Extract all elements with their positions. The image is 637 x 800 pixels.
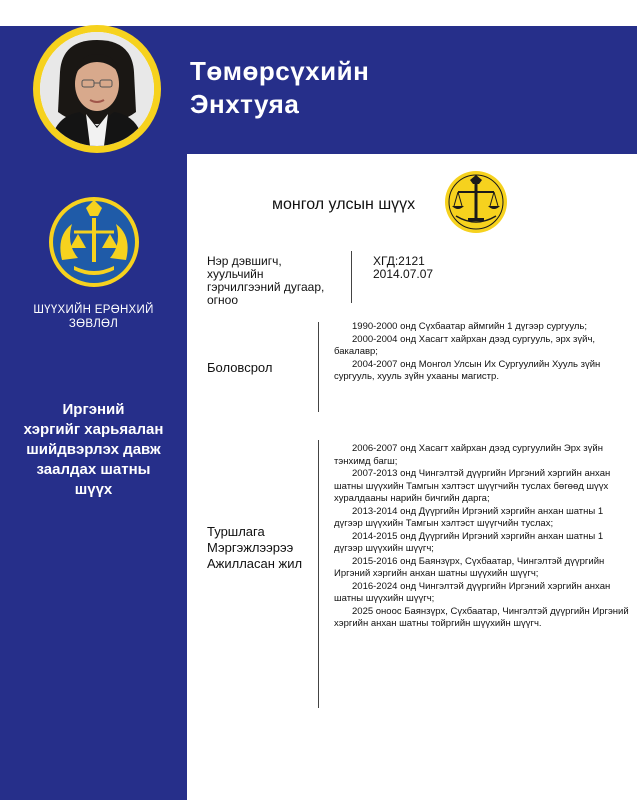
experience-item: 2016-2024 онд Чингэлтэй дүүргийн Иргэний хэргийн анхан шатны шүүхийн шүүгч; — [334, 580, 611, 604]
license-label-line: огноо — [207, 293, 239, 307]
court-type-line: Иргэний — [62, 401, 125, 418]
education-list — [334, 321, 629, 384]
council-name-line1: ШҮҮХИЙН ЕРӨНХИЙ — [33, 304, 154, 316]
license-label-line: хуульчийн — [207, 267, 264, 281]
court-type-line: хэргийг харьяалан — [23, 421, 164, 438]
experience-label-line: Ажилласан жил — [207, 556, 303, 571]
court-type-line: шүүх — [74, 481, 113, 498]
divider-line — [351, 251, 352, 303]
court-type-line: заалдах шатны — [36, 461, 151, 478]
experience-item: 2015-2016 онд Баянзүрх, Сүхбаатар, Чингэлтэй дүүргийн Иргэний хэргийн анхан шатны шүүхийн шүүгч; — [334, 555, 605, 579]
court-type-title — [0, 400, 187, 500]
license-label-line: гэрчилгээний дугаар, — [207, 280, 325, 294]
court-type-line: шийдвэрлэх давж — [26, 441, 161, 458]
divider-line — [318, 440, 319, 708]
top-margin — [0, 0, 637, 26]
license-label-line: Нэр дэвшигч, — [207, 254, 282, 268]
license-number: ХГД:2121 — [373, 254, 425, 268]
experience-label — [207, 524, 317, 572]
experience-item: 2006-2007 онд Хасагт хайрхан дээд сургуулийн Эрх зүйн тэнхимд багш; — [334, 443, 603, 467]
portrait-photo — [40, 32, 154, 146]
scales-of-justice-emblem-icon — [444, 170, 508, 234]
council-name-line2: ЗӨВЛӨЛ — [68, 318, 119, 330]
judicial-council-emblem-icon — [48, 196, 140, 288]
experience-list — [334, 443, 629, 631]
person-name-line1: Төмөрсүхийн — [190, 56, 370, 86]
license-label — [207, 255, 337, 307]
person-name-line2: Энхтуяа — [190, 89, 300, 119]
license-value — [373, 255, 433, 281]
experience-label-line: Туршлага — [207, 524, 265, 539]
education-item: 2000-2004 онд Хасагт хайрхан дээд сургууль, эрх зүйч, бакалавр; — [334, 333, 596, 357]
court-name: монгол улсын шүүх — [272, 196, 416, 213]
education-label: Боловсрол — [207, 360, 273, 375]
education-item: 1990-2000 онд Сүхбаатар аймгийн 1 дүгээр сургууль; — [352, 321, 588, 332]
experience-item: 2007-2013 онд Чингэлтэй дүүргийн Иргэний хэргийн анхан шатны шүүхийн Тамгын хэлтэст шүүгчийн туслах бөгөөд шүүх хуралдааны нарийн бичгийн дарга; — [334, 468, 611, 504]
experience-label-line: Мэргэжлээрээ — [207, 540, 294, 555]
license-date: 2014.07.07 — [373, 267, 434, 281]
experience-item: 2025 оноос Баянзүрх, Сүхбаатар, Чингэлтэй дүүргийн Иргэний хэргийн анхан шатны тойргийн шүүхийн шүүгч. — [334, 605, 629, 629]
experience-item: 2013-2014 онд Дүүргийн Иргэний хэргийн анхан шатны 1 дүгээр шүүхийн Тамгын хэлтэст шүүгчийн туслах; — [334, 505, 604, 529]
divider-line — [318, 322, 319, 412]
education-item: 2004-2007 онд Монгол Улсын Их Сургуулийн Хууль зүйн сургууль, хууль зүйн ухааны магистр. — [334, 358, 601, 382]
experience-item: 2014-2015 онд Дүүргийн Иргэний хэргийн анхан шатны 1 дүгээр шүүхийн шүүгч; — [334, 530, 604, 554]
